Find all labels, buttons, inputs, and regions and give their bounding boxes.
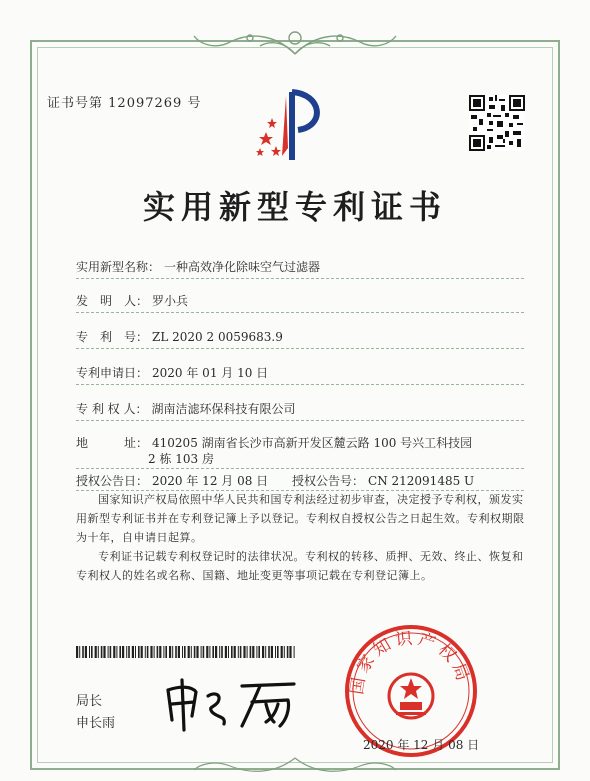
field-patentee <box>76 400 295 417</box>
field-grant-number <box>292 472 474 489</box>
field-address <box>76 434 472 451</box>
grant-number-value: CN 212091485 U <box>368 474 475 488</box>
seal-date: 2020 年 12 月 08 日 <box>363 738 480 752</box>
field-grant-date <box>76 472 268 489</box>
director-title: 局长 <box>76 694 103 709</box>
application-date-value: 2020 年 01 月 10 日 <box>152 366 269 380</box>
divider <box>76 420 524 421</box>
utility-model-name-label: 实用新型名称： <box>76 260 161 274</box>
inventor-label: 发 明 人： <box>76 294 149 308</box>
utility-model-name-value: 一种高效净化除味空气过滤器 <box>164 260 321 274</box>
grant-date-value: 2020 年 12 月 08 日 <box>152 474 269 488</box>
address-line-1: 410205 湖南省长沙市高新开发区麓云路 100 号兴工科技园 <box>152 436 473 450</box>
certificate-number-suffix: 号 <box>187 96 202 111</box>
grant-date-label: 授权公告日： <box>76 474 149 488</box>
address-label: 地 址： <box>76 436 149 450</box>
patent-number-label: 专 利 号： <box>76 330 149 344</box>
field-patent-number <box>76 328 283 345</box>
field-utility-model-name <box>76 258 320 275</box>
certificate-number-value: 12097269 <box>108 96 183 111</box>
barcode <box>76 646 296 658</box>
divider <box>76 384 524 385</box>
certificate-number-label: 证书号第 <box>47 96 104 111</box>
address-line-2: 2 栋 103 房 <box>148 452 214 466</box>
handwritten-signature <box>162 676 312 732</box>
qr-code <box>469 95 525 151</box>
patentee-label: 专 利 权 人： <box>76 402 148 416</box>
field-application-date <box>76 364 268 381</box>
divider <box>76 348 524 349</box>
director-name: 申长雨 <box>76 716 116 731</box>
patent-number-value: ZL 2020 2 0059683.9 <box>152 330 283 344</box>
grant-number-label: 授权公告号： <box>292 474 365 488</box>
application-date-label: 专利申请日： <box>76 366 149 380</box>
field-inventor <box>76 292 188 309</box>
inventor-value: 罗小兵 <box>152 294 189 308</box>
body-paragraph-2: 专利证书记载专利权登记时的法律状况。专利权的转移、质押、无效、终止、恢复和专利权人的姓名或名称、国籍、地址变更等事项记载在专利登记簿上。 <box>76 550 524 582</box>
certificate-number <box>47 92 201 111</box>
certificate-title: 实用新型专利证书 <box>142 188 447 226</box>
body-paragraph-1: 国家知识产权局依照中华人民共和国专利法经过初步审查，决定授予专利权，颁发实用新型专利证书并在专利登记簿上予以登记。专利权自授权公告之日起生效。专利权期限为十年，自申请日起算。 <box>76 493 525 544</box>
svg-text:国家知识产权局: 国家知识产权局 <box>347 628 474 696</box>
divider <box>76 468 524 469</box>
top-ornament <box>190 24 400 58</box>
patentee-value: 湖南洁滤环保科技有限公司 <box>151 402 296 416</box>
cnipa-logo-icon <box>252 86 332 166</box>
divider <box>76 312 524 313</box>
divider <box>76 278 524 279</box>
